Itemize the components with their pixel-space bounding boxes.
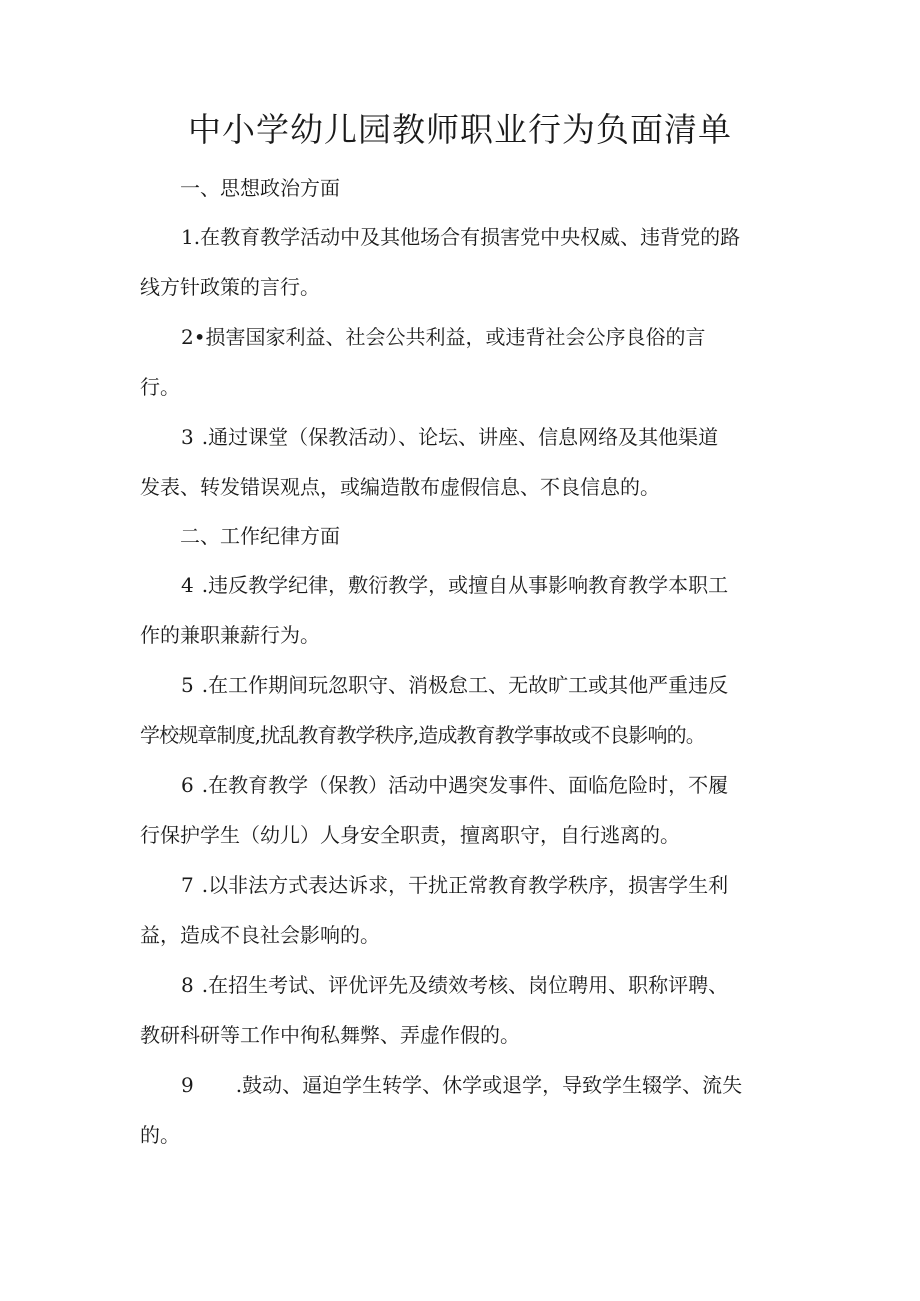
- item-number: 3: [181, 425, 194, 449]
- item-text: .违反教学纪律，敷衍教学，或擅自从事影响教育教学本职工: [201, 573, 729, 597]
- item-number: 5: [181, 673, 194, 697]
- item-text: 发表、转发错误观点，或编造散布虚假信息、不良信息的。: [140, 475, 660, 499]
- item-text: 益，造成不良社会影响的。: [140, 923, 380, 947]
- document-body: [140, 164, 780, 1160]
- item-text: .鼓动、逼迫学生转学、休学或退学，导致学生辍学、流失: [235, 1073, 743, 1097]
- item-text: 在教育教学活动中及其他场合有损害党中央权威、违背党的路: [200, 225, 741, 249]
- item-number: 6: [181, 773, 194, 797]
- item-text: 线方针政策的言行。: [140, 275, 320, 299]
- section-heading-political: 一、思想政治方面: [180, 176, 340, 200]
- item-line: [140, 412, 780, 462]
- item-number: 7: [181, 873, 194, 897]
- item-text: .在招生考试、评优评先及绩效考核、岗位聘用、职称评聘、: [201, 973, 729, 997]
- item-line: [140, 1060, 780, 1110]
- list-item: [140, 412, 780, 512]
- item-line: [140, 212, 780, 262]
- item-line: [140, 462, 780, 512]
- item-line: [140, 1010, 780, 1060]
- item-text: 学校规章制度,扰乱教育教学秩序,造成教育教学事故或不良影响的。: [140, 723, 705, 747]
- item-text: 的。: [140, 1123, 180, 1147]
- list-item: [140, 212, 780, 312]
- item-text: .以非法方式表达诉求，干扰正常教育教学秩序，损害学生利: [201, 873, 729, 897]
- document-title: 中小学幼儿园教师职业行为负面清单: [188, 110, 732, 149]
- list-item: [140, 560, 780, 660]
- list-item: [140, 960, 780, 1060]
- item-line: [140, 910, 780, 960]
- item-text: 损害国家利益、社会公共利益，或违背社会公序良俗的言: [205, 325, 706, 349]
- item-line: [140, 960, 780, 1010]
- item-text: 教研科研等工作中徇私舞弊、弄虚作假的。: [140, 1023, 520, 1047]
- section-heading-discipline: 二、工作纪律方面: [180, 524, 340, 548]
- item-number: 8: [181, 973, 194, 997]
- item-text: .在教育教学（保教）活动中遇突发事件、面临危险时，不履: [201, 773, 729, 797]
- item-line: [140, 362, 780, 412]
- item-number: 2•: [181, 325, 206, 349]
- item-line: [140, 710, 780, 760]
- item-line: [140, 312, 780, 362]
- item-line: [140, 760, 780, 810]
- list-item: [140, 1060, 780, 1160]
- item-line: [140, 860, 780, 910]
- item-number: 1.: [181, 225, 201, 249]
- item-line: [140, 610, 780, 660]
- item-line: [140, 560, 780, 610]
- item-text: 行保护学生（幼儿）人身安全职责，擅离职守，自行逃离的。: [140, 823, 680, 847]
- item-text: 行。: [140, 375, 180, 399]
- item-line: [140, 1110, 780, 1160]
- item-text: .通过课堂（保教活动）、论坛、讲座、信息网络及其他渠道: [201, 425, 719, 449]
- list-item: [140, 660, 780, 760]
- item-text: 作的兼职兼薪行为。: [140, 623, 320, 647]
- item-number: 4: [181, 573, 194, 597]
- item-text: .在工作期间玩忽职守、消极怠工、无故旷工或其他严重违反: [201, 673, 729, 697]
- list-item: [140, 312, 780, 412]
- item-line: [140, 660, 780, 710]
- list-item: [140, 760, 780, 860]
- item-number: 9: [181, 1073, 194, 1097]
- item-line: [140, 262, 780, 312]
- list-item: [140, 860, 780, 960]
- item-line: [140, 810, 780, 860]
